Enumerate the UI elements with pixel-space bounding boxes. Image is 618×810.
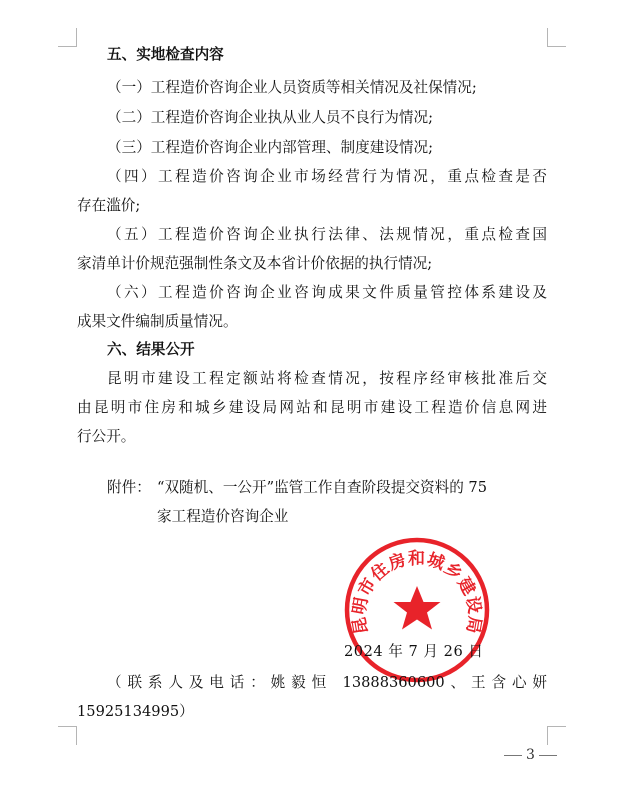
page-number-value: 3 [526,747,535,763]
crop-mark-top-left [58,28,77,47]
section-6-para-line-2: 由昆明市住房和城乡建设局网站和昆明市建设工程造价信息网进 [77,399,547,416]
section-6-heading: 六、结果公开 [107,341,195,358]
dash-left [504,755,522,756]
star-icon [394,586,441,630]
section-6-para-line-3: 行公开。 [77,428,136,445]
attachment-line-1: “双随机、一公开”监管工作自查阶段提交资料的 75 [157,479,488,496]
section-5-item-5-cont: 家清单计价规范强制性条文及本省计价依据的执行情况; [77,255,433,272]
dash-right [539,755,557,756]
attachment-label: 附件： [107,479,151,496]
section-5-item-1: （一）工程造价咨询企业人员资质等相关情况及社保情况; [107,79,477,96]
crop-mark-bottom-left [58,726,77,745]
attachment-line-2: 家工程造价咨询企业 [157,508,289,525]
section-5-item-5: （五）工程造价咨询企业执行法律、法规情况，重点检查国 [107,226,547,243]
section-5-item-2: （二）工程造价咨询企业执从业人员不良行为情况; [107,109,433,126]
section-5-item-6: （六）工程造价咨询企业咨询成果文件质量管控体系建设及 [107,284,547,301]
section-5-item-4: （四）工程造价咨询企业市场经营行为情况，重点检查是否 [107,168,547,185]
section-5-item-3: （三）工程造价咨询企业内部管理、制度建设情况; [107,139,433,156]
section-6-para-line-1: 昆明市建设工程定额站将检查情况，按程序经审核批准后交 [107,370,547,387]
section-5-item-4-cont: 存在滥价; [77,197,141,214]
section-5-heading: 五、实地检查内容 [107,46,224,63]
contact-line-2: 15925134995） [77,703,194,720]
seal-text: 昆明市住房和城乡建设局 [349,548,485,636]
page-number [500,747,561,763]
section-5-item-6-cont: 成果文件编制质量情况。 [77,313,238,330]
contact-line-1: （联系人及电话：姚毅恒 13888360600、王含心妍 [107,674,547,691]
crop-mark-top-right [547,28,566,47]
crop-mark-bottom-right [547,726,566,745]
issue-date: 2024 年 7 月 26 日 [344,643,484,660]
